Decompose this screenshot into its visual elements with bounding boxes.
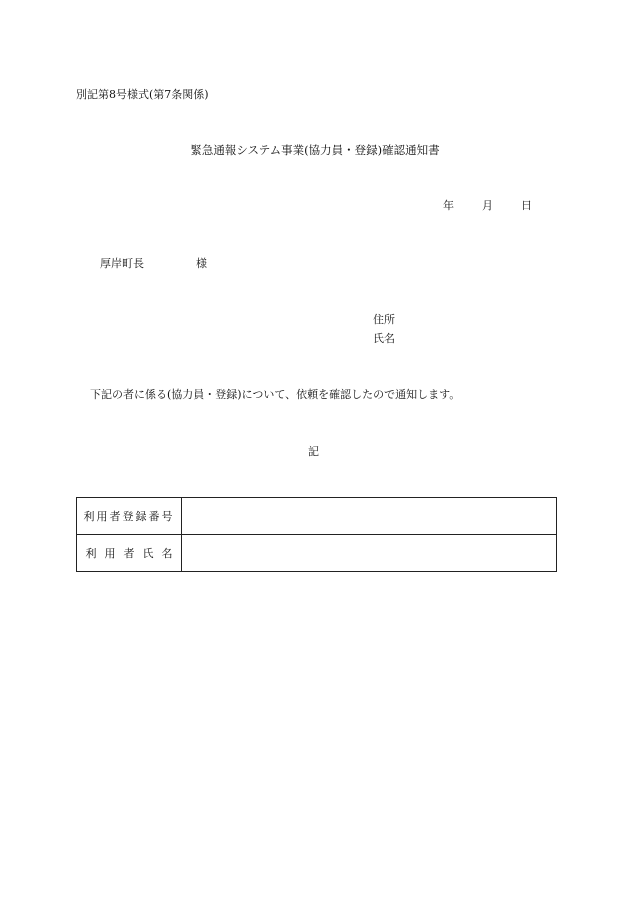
date-month-label: 月 — [482, 199, 493, 212]
sender-address-label: 住所 — [373, 313, 395, 326]
user-registration-number-field[interactable] — [182, 498, 557, 535]
notice-body-text: 下記の者に係る(協力員・登録)について、依頼を確認したので通知します。 — [90, 388, 461, 401]
table-row — [77, 535, 557, 572]
date-line — [443, 197, 532, 213]
ki-heading: 記 — [308, 445, 319, 458]
user-registration-number-label: 利用者登録番号 — [77, 498, 182, 535]
addressee-honorific: 様 — [196, 257, 207, 270]
user-name-label: 利用者氏名 — [77, 535, 182, 572]
date-year-label: 年 — [443, 199, 454, 212]
date-day-label: 日 — [521, 199, 532, 212]
addressee-line — [100, 255, 207, 271]
table-row — [77, 498, 557, 535]
document-title: 緊急通報システム事業(協力員・登録)確認通知書 — [190, 143, 440, 157]
form-number-label: 別記第8号様式(第7条関係) — [76, 88, 209, 101]
user-name-field[interactable] — [182, 535, 557, 572]
user-info-table — [76, 497, 557, 572]
addressee-name: 厚岸町長 — [100, 257, 144, 270]
sender-name-label: 氏名 — [373, 332, 395, 345]
